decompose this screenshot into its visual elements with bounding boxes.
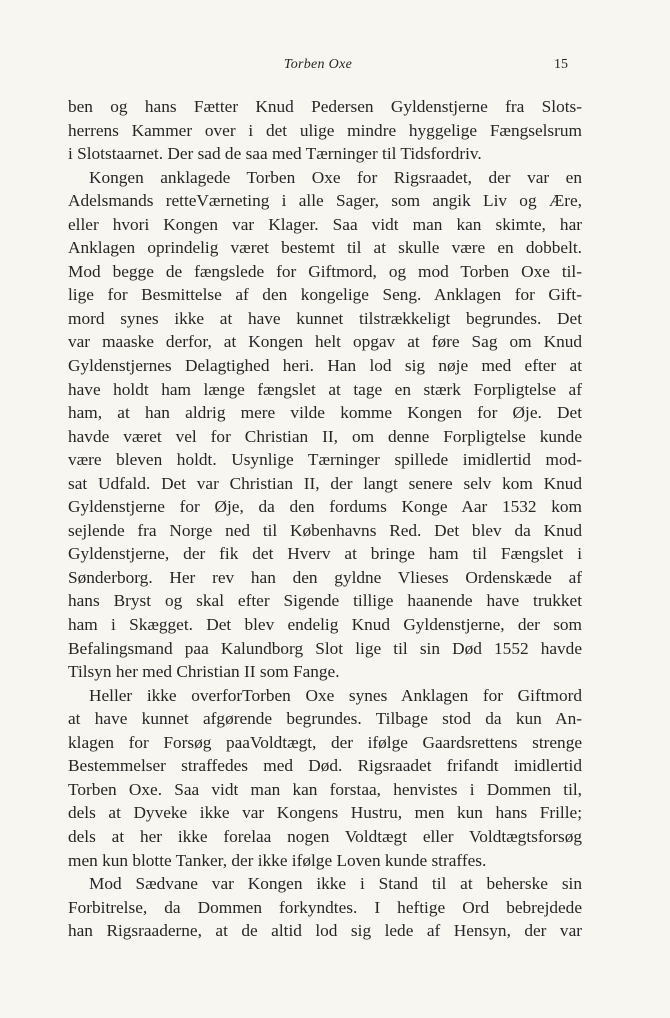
- text-line: Anklagen oprindelig været bestemt til at skulle være en dobbelt.: [68, 238, 582, 258]
- body-text: [68, 95, 582, 943]
- text-line: lige for Besmittelse af den kongelige Seng. Anklagen for Gift-: [68, 285, 582, 305]
- text-line: sat Udfald. Det var Christian II, der langt senere selv kom Knud: [68, 473, 582, 493]
- text-line: havde været vel for Christian II, om denne Forpligtelse kunde: [68, 426, 582, 446]
- paragraph-3: [68, 684, 582, 872]
- page-header: [68, 57, 568, 81]
- text-line: Forbitrelse, da Dommen forkyndtes. I heftige Ord bebrejdede: [68, 897, 582, 917]
- text-line: klagen for Forsøg paaVoldtægt, der ifølge Gaardsrettens strenge: [68, 732, 582, 752]
- text-line: Adelsmands retteVærneting i alle Sager, som angik Liv og Ære,: [68, 191, 582, 211]
- text-line: Gyldenstjerne for Øje, da den fordums Konge Aar 1532 kom: [68, 497, 582, 517]
- text-line: Gyldenstjerne, der fik det Hverv at bringe ham til Fængslet i: [68, 544, 582, 564]
- text-line: ben og hans Fætter Knud Pedersen Gyldenstjerne fra Slots-: [68, 97, 582, 116]
- text-line: i Slotstaarnet. Der sad de saa med Tærninger til Tidsfordriv.: [68, 144, 482, 164]
- text-line: han Rigsraaderne, at de altid lod sig lede af Hensyn, der var: [68, 921, 582, 941]
- text-line: Torben Oxe. Saa vidt man kan forstaa, henvistes i Dommen til,: [68, 779, 582, 799]
- paragraph-2: [68, 166, 582, 684]
- paragraph-1: [68, 95, 582, 166]
- text-line: Mod Sædvane var Kongen ikke i Stand til at beherske sin: [89, 874, 582, 894]
- text-line: hans Bryst og skal efter Sigende tillige haanende have trukket: [68, 591, 582, 611]
- text-line: sejlende fra Norge ned til Københavns Red. Det blev da Knud: [68, 520, 582, 540]
- text-line: ham, at han aldrig mere vilde komme Kongen for Øje. Det: [68, 403, 582, 423]
- running-title: Torben Oxe: [283, 57, 353, 72]
- text-line: men kun blotte Tanker, der ikke ifølge Loven kunde straffes.: [68, 850, 487, 870]
- text-line: Tilsyn her med Christian II som Fange.: [68, 662, 340, 682]
- text-line: herrens Kammer over i det ulige mindre hyggelige Fængselsrum: [68, 120, 582, 140]
- text-line: Sønderborg. Her rev han den gyldne Vlieses Ordenskæde af: [68, 567, 582, 587]
- text-line: Mod begge de fængslede for Giftmord, og mod Torben Oxe til-: [68, 261, 582, 281]
- text-line: Befalingsmand paa Kalundborg Slot lige til sin Død 1552 havde: [68, 638, 582, 658]
- text-line: dels at her ikke forelaa nogen Voldtægt eller Voldtægtsforsøg: [68, 826, 582, 846]
- text-line: var maaske derfor, at Kongen helt opgav at føre Sag om Knud: [68, 332, 582, 352]
- text-line: have holdt ham længe fængslet at tage en stærk Forpligtelse af: [68, 379, 582, 399]
- text-line: Gyldenstjernes Delagtighed heri. Han lod sig nøje med efter at: [68, 356, 582, 376]
- text-line: Heller ikke overforTorben Oxe synes Anklagen for Giftmord: [89, 685, 582, 705]
- text-line: være bleven holdt. Usynlige Tærninger spillede imidlertid mod-: [68, 450, 582, 470]
- text-line: ham i Skægget. Det blev endelig Knud Gyldenstjerne, der som: [68, 615, 582, 635]
- text-line: dels at Dyveke ikke var Kongens Hustru, men kun hans Frille;: [68, 803, 582, 823]
- text-line: at have kunnet afgørende begrundes. Tilbage stod da kun An-: [68, 709, 582, 729]
- page-number: 15: [554, 57, 568, 72]
- text-line: mord synes ikke at have kunnet tilstrækkeligt begrundes. Det: [68, 308, 582, 328]
- text-line: Bestemmelser straffedes med Død. Rigsraadet frifandt imidlertid: [68, 756, 582, 776]
- text-line: eller hvori Kongen var Klager. Saa vidt man kan skimte, har: [68, 214, 582, 234]
- text-line: Kongen anklagede Torben Oxe for Rigsraadet, der var en: [89, 167, 582, 187]
- paragraph-4: [68, 872, 582, 943]
